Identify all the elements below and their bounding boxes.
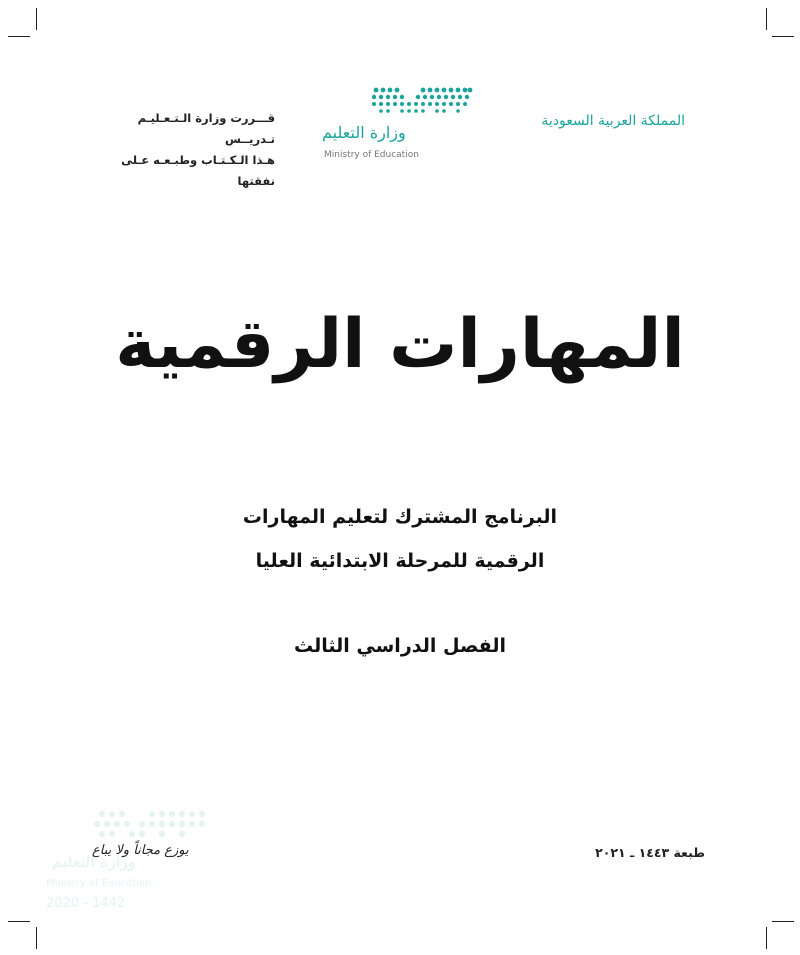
ministry-approval-note: [95, 108, 275, 192]
watermark-english: Ministry of Education: [46, 878, 152, 889]
subtitle-line-1: البرنامج المشترك لتعليم المهارات: [242, 506, 558, 528]
kingdom-label: المملكة العربية السعودية: [541, 113, 685, 129]
free-distribution-note: يوزع مجاناً ولا يباع: [92, 843, 189, 858]
edition-label: طبعة ١٤٤٣ ـ ٢٠٢١: [595, 845, 705, 860]
ministry-name-arabic: وزارة التعليم: [322, 123, 406, 142]
crop-mark-top-left-v: [36, 8, 37, 30]
note-line-2: هـذا الـكـتـاب وطبـعـه عـلى نفقتها: [121, 153, 275, 188]
watermark-arabic: وزارة التعليم: [52, 852, 136, 871]
watermark-logo: [42, 808, 222, 913]
crop-mark-bottom-right-v: [766, 927, 767, 949]
note-line-1: قـــررت وزارة الـتـعـليـم تـدريــس: [137, 111, 275, 146]
crop-mark-bottom-left-h: [8, 921, 30, 922]
watermark-years: 2020 - 1442: [46, 896, 126, 911]
crop-mark-bottom-left-v: [36, 927, 37, 949]
crop-mark-top-left-h: [8, 36, 30, 37]
crop-mark-top-right-h: [772, 36, 794, 37]
crop-mark-top-right-v: [766, 8, 767, 30]
crop-mark-bottom-right-h: [772, 921, 794, 922]
watermark-dots-icon: [42, 808, 222, 848]
book-title: المهارات الرقمية: [115, 305, 685, 384]
ministry-name-english: Ministry of Education: [324, 150, 419, 160]
subtitle-line-2: الرقمية للمرحلة الابتدائية العليا: [255, 550, 545, 572]
semester-label: الفصل الدراسي الثالث: [294, 635, 506, 657]
